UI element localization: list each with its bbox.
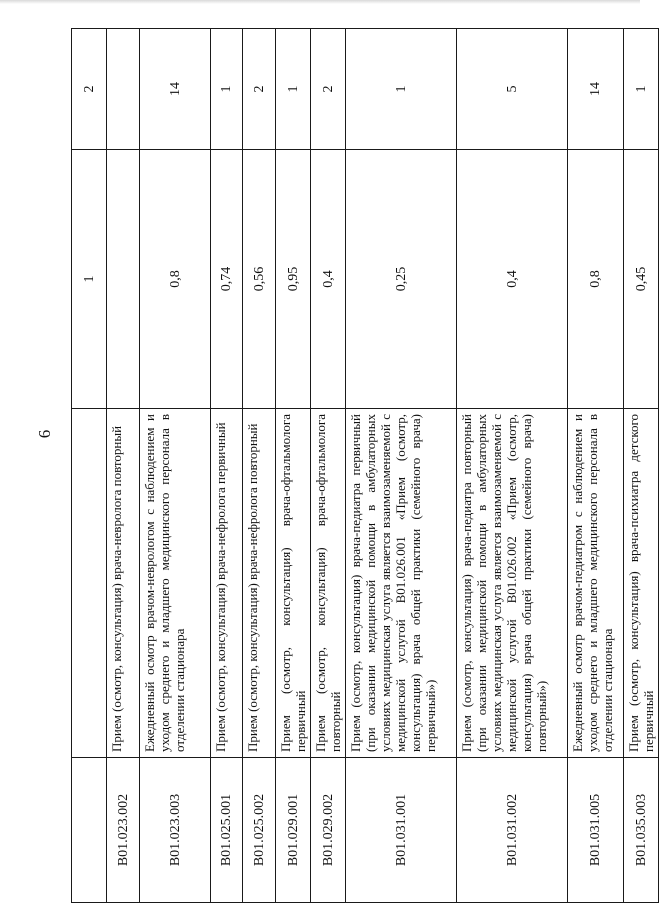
header-name-cell <box>72 409 107 758</box>
table-row <box>568 29 624 903</box>
coefficient-cell: 0,8 <box>140 150 211 409</box>
coefficient-cell: 0,4 <box>311 150 346 409</box>
service-name-cell: Прием (осмотр, консультация) врача-нефролога первичный <box>211 409 243 758</box>
table-header-row <box>72 29 107 903</box>
coefficient-cell: 0,25 <box>346 150 457 409</box>
table-row <box>140 29 211 903</box>
coefficient-cell: 0,8 <box>568 150 624 409</box>
coefficient-cell: 0,56 <box>243 150 276 409</box>
table-row <box>624 29 659 903</box>
frequency-cell: 1 <box>346 29 457 150</box>
frequency-cell: 2 <box>243 29 276 150</box>
frequency-cell: 1 <box>624 29 659 150</box>
header-coefficient-cell: 1 <box>72 150 107 409</box>
coefficient-cell <box>107 150 140 409</box>
service-code-cell: B01.023.003 <box>140 758 211 903</box>
frequency-cell: 1 <box>211 29 243 150</box>
table-row <box>457 29 568 903</box>
service-code-cell: B01.035.003 <box>624 758 659 903</box>
service-name-cell: Прием (осмотр, консультация) врача-нефролога повторный <box>243 409 276 758</box>
table-row <box>346 29 457 903</box>
service-code-cell: B01.029.002 <box>311 758 346 903</box>
table-row <box>243 29 276 903</box>
service-name-cell: Прием (осмотр, консультация) врача-педиатра первичный (при оказании медицинской помощи в амбулаторных условиях медицинская услуга является взаимозаменяемой с медицинской услугой B01.026.001 «Прием (осмотр, консультация) врача общей практики (семейного врача) первичный») <box>346 409 457 758</box>
table-row <box>107 29 140 903</box>
service-name-cell: Прием (осмотр, консультация) врача-офтальмолога повторный <box>311 409 346 758</box>
rotated-table <box>71 29 656 903</box>
service-name-cell: Прием (осмотр, консультация) врача-психиатра детского первичный <box>624 409 659 758</box>
service-code-cell: B01.031.002 <box>457 758 568 903</box>
service-name-cell: Прием (осмотр, консультация) врача-педиатра повторный (при оказании медицинской помощи в амбулаторных условиях медицинская услуга является взаимозаменяемой с медицинской услугой B01.026.002 «Прием (осмотр, консультация) врача общей практики (семейного врача) повторный») <box>457 409 568 758</box>
frequency-cell <box>107 29 140 150</box>
coefficient-cell: 0,95 <box>276 150 311 409</box>
coefficient-cell: 0,4 <box>457 150 568 409</box>
service-name-cell: Прием (осмотр, консультация) врача-офтальмолога первичный <box>276 409 311 758</box>
coefficient-cell: 0,74 <box>211 150 243 409</box>
frequency-cell: 14 <box>140 29 211 150</box>
table-row <box>276 29 311 903</box>
frequency-cell: 5 <box>457 29 568 150</box>
service-code-cell: B01.025.001 <box>211 758 243 903</box>
service-code-cell: B01.023.002 <box>107 758 140 903</box>
frequency-cell: 1 <box>276 29 311 150</box>
header-code-cell <box>72 758 107 903</box>
frequency-cell: 14 <box>568 29 624 150</box>
service-name-cell: Ежедневный осмотр врачом-педиатром с наблюдением и уходом среднего и младшего медицинского персонала в отделении стационара <box>568 409 624 758</box>
service-code-cell: B01.031.005 <box>568 758 624 903</box>
page-number: 6 <box>35 429 54 439</box>
services-table <box>71 28 659 903</box>
table-container <box>71 29 656 903</box>
service-name-cell: Прием (осмотр, консультация) врача-невролога повторный <box>107 409 140 758</box>
scan-edge <box>0 0 640 4</box>
service-code-cell: B01.025.002 <box>243 758 276 903</box>
table-row <box>211 29 243 903</box>
header-frequency-cell: 2 <box>72 29 107 150</box>
service-name-cell: Ежедневный осмотр врачом-неврологом с наблюдением и уходом среднего и младшего медицинского персонала в отделении стационара <box>140 409 211 758</box>
service-code-cell: B01.029.001 <box>276 758 311 903</box>
service-code-cell: B01.031.001 <box>346 758 457 903</box>
table-body <box>72 29 659 903</box>
coefficient-cell: 0,45 <box>624 150 659 409</box>
frequency-cell: 2 <box>311 29 346 150</box>
table-row <box>311 29 346 903</box>
